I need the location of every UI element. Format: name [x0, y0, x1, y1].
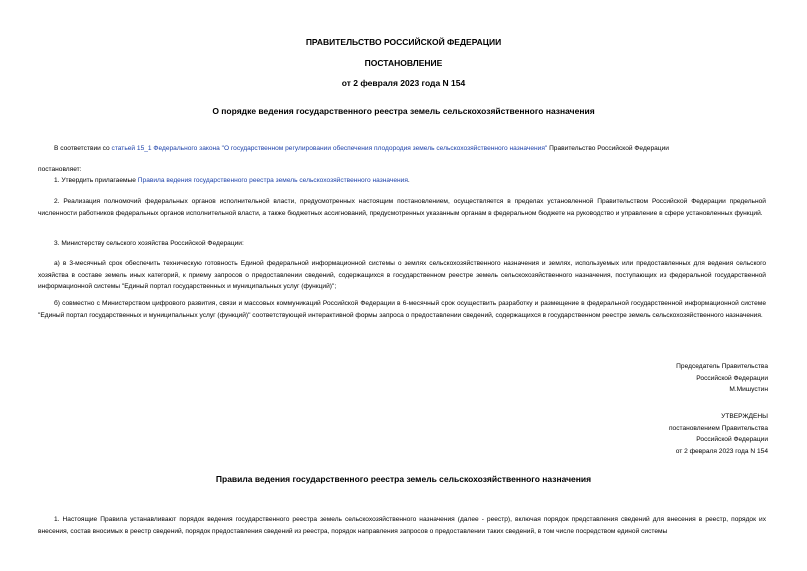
resolves-text: постановляет:: [38, 166, 82, 173]
item-3a: а) в 3-месячный срок обеспечить техническую готовность Единой федеральной информационной системы о землях сельскохозяйственного назначения и землях, используемых или предоставленных для ведения сельского хозяйства в составе земель иных категорий, к приему запросов о предоставлении сведений, содержащихся в государственном реестре земель сельскохозяйственного назначения, поступающих из федеральной государственной информационной системы "Единый портал государственных и муниципальных услуг (функций)";: [38, 260, 766, 290]
approval-country: Российской Федерации: [696, 436, 768, 443]
header-doc-type: ПОСТАНОВЛЕНИЕ: [364, 58, 443, 68]
law-link[interactable]: статьей 15_1 Федерального закона "О государственном регулировании обеспечения плодородия земель сельскохозяйственного назначения": [111, 145, 548, 152]
item-3: 3. Министерству сельского хозяйства Российской Федерации:: [54, 240, 244, 247]
item-1-before: 1. Утвердить прилагаемые: [54, 177, 138, 184]
intro-paragraph: [38, 143, 766, 155]
signature-name: М.Мишустин: [729, 386, 768, 393]
rules-item-1: 1. Настоящие Правила устанавливают порядок ведения государственного реестра земель сельскохозяйственного назначения (далее - реестр), включая порядок представления сведений для внесения в реестр, порядок их внесения, состав вносимых в реестр сведений, порядок предоставления сведений из реестра, порядок направления запросов о предоставлении таких сведений, в том числе посредством единой системы: [38, 516, 766, 535]
signature-block: [560, 361, 768, 396]
item-2: 2. Реализация полномочий федеральных органов исполнительной власти, предусмотренных настоящим постановлением, осуществляется в пределах установленной Правительством Российской Федерации предельной численности работников федеральных органов исполнительной власти, а также бюджетных ассигнований, предусмотренных указанным органам в федеральном бюджете на руководство и управление в сфере установленных функций.: [38, 198, 766, 217]
intro-before: В соответствии со: [54, 145, 112, 152]
document-title: О порядке ведения государственного реестра земель сельскохозяйственного назначения: [212, 106, 595, 116]
signature-country: Российской Федерации: [696, 374, 768, 382]
item-3b: б) совместно с Министерством цифрового развития, связи и массовых коммуникаций Российской Федерации в 6-месячный срок осуществить разработку и размещение в федеральной государственной информационной системе "Единый портал государственных и муниципальных услуг (функций)" соответствующей интерактивной формы запроса о предоставлении сведений, содержащихся в государственном реестре земель сельскохозяйственного назначения.: [38, 300, 766, 319]
item-1-after: .: [407, 177, 410, 184]
signature-title: Председатель Правительства: [676, 363, 768, 370]
approval-date: от 2 февраля 2023 года N 154: [675, 447, 768, 455]
approval-heading: УТВЕРЖДЕНЫ: [721, 413, 768, 420]
approval-block: [560, 411, 768, 457]
approval-by: постановлением Правительства: [668, 424, 768, 432]
item-1: [38, 175, 766, 187]
header-org: ПРАВИТЕЛЬСТВО РОССИЙСКОЙ ФЕДЕРАЦИИ: [305, 37, 502, 47]
rules-title: Правила ведения государственного реестра земель сельскохозяйственного назначения: [215, 474, 592, 484]
header-date: от 2 февраля 2023 года N 154: [341, 78, 466, 88]
rules-link[interactable]: Правила ведения государственного реестра земель сельскохозяйственного назначения: [137, 177, 408, 184]
intro-after: Правительство Российской Федерации: [547, 145, 669, 152]
